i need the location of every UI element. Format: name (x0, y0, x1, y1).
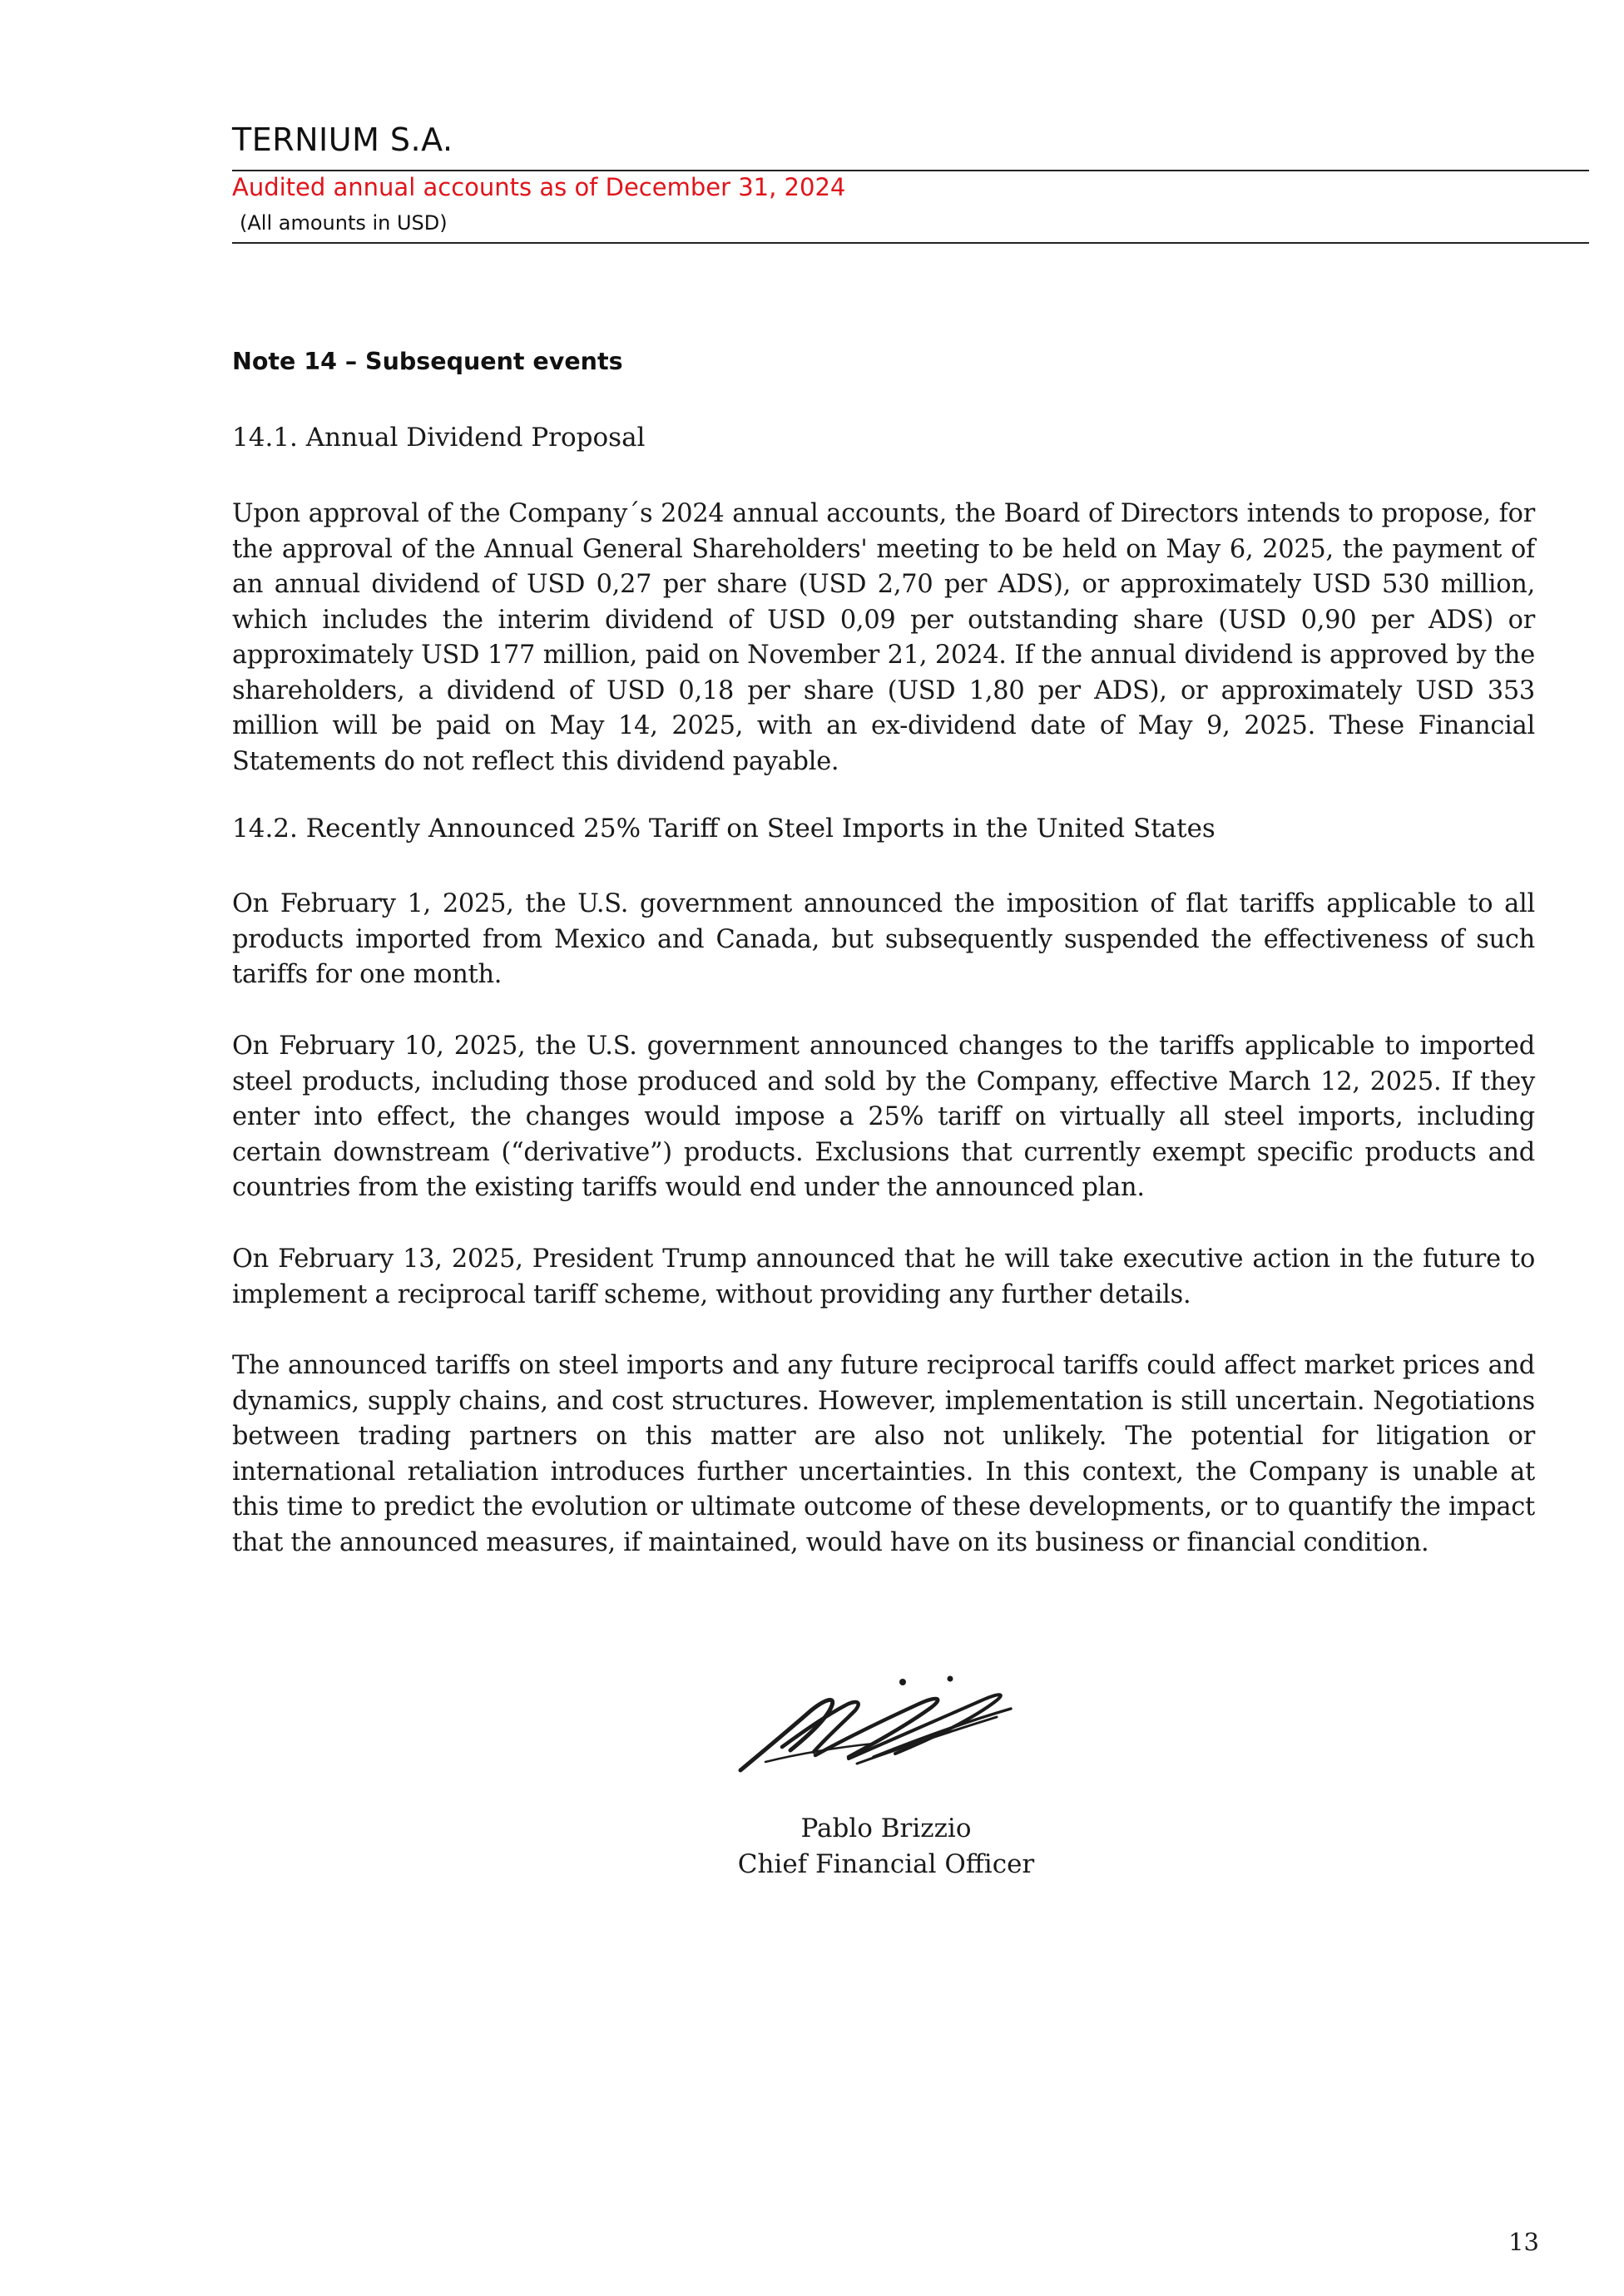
report-subtitle: Audited annual accounts as of December 31, 2024 (232, 173, 846, 201)
header-rule-top (232, 170, 1589, 171)
company-name: TERNIUM S.A. (232, 121, 453, 158)
section-heading-tariff: 14.2. Recently Announced 25% Tariff on Steel Imports in the United States (232, 814, 1216, 844)
handwritten-signature (732, 1670, 1019, 1779)
section-heading-dividend: 14.1. Annual Dividend Proposal (232, 423, 646, 453)
header-rule-bottom (232, 242, 1589, 244)
note-title: Note 14 – Subsequent events (232, 348, 623, 375)
signer-name: Pablo Brizzio (800, 1814, 972, 1843)
amounts-note: (All amounts in USD) (240, 211, 448, 235)
paragraph-tariff-4: The announced tariffs on steel imports and any future reciprocal tariffs could affect market prices and dynamics, supply chains, and cost structures. However, implementation is still uncertain. Negotiations between trading partners on this matter are also not unlikely. The potential for litigation or international retaliation introduces further uncertainties. In this context, the Company is unable at this time to predict the evolution or ultimate outcome of these developments, or to quantify the impact that the announced measures, if maintained, would have on its business or financial condition. (232, 1351, 1535, 1557)
paragraph-tariff-3: On February 13, 2025, President Trump announced that he will take executive action in the future to implement a reciprocal tariff scheme, without providing any further details. (232, 1244, 1535, 1309)
signer-title: Chief Financial Officer (737, 1849, 1035, 1879)
paragraph-dividend: Upon approval of the Company´s 2024 annual accounts, the Board of Directors intends to propose, for the approval of the Annual General Shareholders' meeting to be held on May 6, 2025, the payment of an annual dividend of USD 0,27 per share (USD 2,70 per ADS), or approximately USD 530 million, which includes the interim dividend of USD 0,09 per outstanding share (USD 0,90 per ADS) or approximately USD 177 million, paid on November 21, 2024. If the annual dividend is approved by the shareholders, a dividend of USD 0,18 per share (USD 1,80 per ADS), or approximately USD 353 million will be paid on May 14, 2025, with an ex-dividend date of May 9, 2025. These Financial Statements do not reflect this dividend payable. (232, 499, 1535, 776)
paragraph-tariff-2: On February 10, 2025, the U.S. government announced changes to the tariffs applicable to imported steel products, including those produced and sold by the Company, effective March 12, 2025. If they enter into effect, the changes would impose a 25% tariff on virtually all steel imports, including certain downstream (“derivative”) products. Exclusions that currently exempt specific products and countries from the existing tariffs would end under the announced plan. (232, 1032, 1535, 1202)
paragraph-tariff-1: On February 1, 2025, the U.S. government announced the imposition of flat tariffs applicable to all products imported from Mexico and Canada, but subsequently suspended the effectiveness of such tariffs for one month. (232, 889, 1535, 989)
page-number: 13 (1508, 2228, 1539, 2256)
